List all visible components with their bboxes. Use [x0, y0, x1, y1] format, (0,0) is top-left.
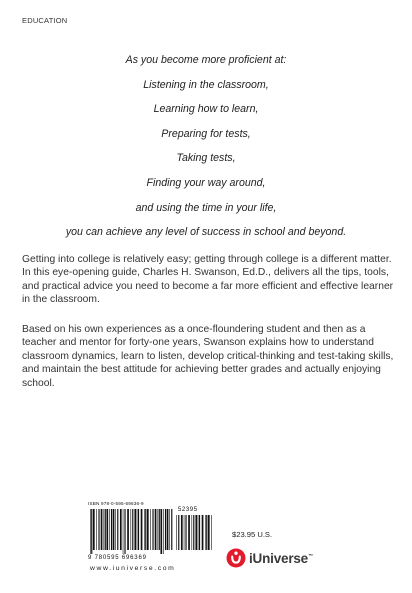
barcode-bar: [123, 509, 124, 554]
barcode-bar: [150, 509, 151, 550]
barcode-bar: [145, 509, 146, 550]
isbn-label: ISBN 978-0-595-69636-9: [88, 501, 144, 506]
barcode-bar: [155, 509, 157, 550]
barcode-bar: [195, 515, 197, 550]
barcode-bar: [106, 509, 108, 550]
barcode-bar: [115, 509, 116, 550]
addon-number: 52395: [178, 507, 198, 513]
barcode-bar: [198, 515, 199, 550]
barcode-bar: [109, 509, 110, 550]
barcode-bar: [93, 509, 95, 550]
intro-line: Listening in the classroom,: [143, 78, 269, 91]
barcode-bar: [185, 515, 186, 550]
intro-line: and using the time in your life,: [135, 201, 277, 214]
barcode-bar: [178, 515, 179, 550]
ean-barcode: [90, 509, 174, 554]
barcode-bar: [90, 509, 91, 554]
barcode-bar: [181, 515, 183, 550]
barcode-bar: [184, 515, 185, 550]
barcode-bar: [199, 515, 200, 550]
barcode-bar: [152, 509, 153, 550]
barcode-bar: [165, 509, 166, 550]
barcode-bar: [144, 509, 145, 550]
publisher-name: iUniverse™: [249, 550, 313, 566]
addon-barcode: [176, 515, 214, 554]
barcode-bar: [131, 509, 132, 550]
barcode-bar: [205, 515, 206, 550]
barcode-bar: [117, 509, 118, 550]
barcode-bar: [176, 515, 177, 550]
ean-number: 9 780595 696369: [88, 555, 147, 561]
barcode-bar: [104, 509, 105, 550]
barcode-bar: [193, 515, 194, 550]
barcode-bar: [169, 509, 170, 550]
barcode-bar: [96, 509, 97, 550]
barcode-bar: [98, 509, 99, 550]
barcode-bar: [101, 509, 103, 550]
website-text: www.iuniverse.com: [90, 565, 176, 572]
barcode-bar: [127, 509, 129, 550]
barcode-bar: [137, 509, 138, 550]
intro-line: Taking tests,: [176, 152, 236, 165]
barcode-bar: [160, 509, 162, 554]
intro-line: you can achieve any level of success in school and beyond.: [65, 226, 347, 239]
barcode-bar: [147, 509, 149, 550]
barcode-bar: [141, 509, 143, 550]
barcode-bar: [120, 509, 122, 550]
intro-line: Learning how to learn,: [153, 103, 259, 116]
barcode-bar: [113, 509, 115, 550]
description-paragraph-2: Based on his own experiences as a once-floundering student and then as a teacher and mentor for forty-one years, Swanson explains how to understand classroom dynamics, learn to listen, develop critical-thinking and test-taking skills, and maintain the best attitude for achieving better grades and actually enjoying school.: [22, 324, 394, 389]
intro-line: Preparing for tests,: [161, 127, 251, 140]
price-label: $23.95 U.S.: [232, 530, 273, 539]
barcode-bar: [171, 509, 172, 550]
intro-lines: [0, 53, 412, 250]
barcode-bar: [105, 509, 106, 550]
barcode-bar: [124, 509, 125, 554]
barcode-bar: [138, 509, 139, 550]
intro-line: As you become more proficient at:: [125, 54, 287, 66]
barcode-bar: [188, 515, 190, 550]
barcode-bar: [134, 509, 136, 550]
barcode-bar: [91, 509, 92, 554]
barcode-bar: [211, 515, 212, 550]
barcode-bar: [111, 509, 112, 550]
barcode-bar: [167, 509, 169, 550]
barcode-bar: [163, 509, 164, 554]
publisher-logo: [226, 547, 313, 569]
intro-line: Finding your way around,: [146, 176, 266, 189]
description-paragraph-1: Getting into college is relatively easy; getting through college is a different matter. In this eye-opening guide, Charles H. Swanson, Ed.D., delivers all the tips, tools, and practical advice you need to become a far more efficient and effective learner in the classroom.: [22, 254, 394, 306]
barcode-bar: [132, 509, 133, 550]
barcode-bar: [208, 515, 210, 550]
barcode-bar: [158, 509, 159, 550]
iuniverse-icon: [226, 548, 246, 568]
barcode-bar: [159, 509, 160, 550]
barcode-bar: [202, 515, 204, 550]
category-label: EDUCATION: [22, 16, 68, 25]
barcode-bar: [206, 515, 207, 550]
barcode-bar: [192, 515, 193, 550]
